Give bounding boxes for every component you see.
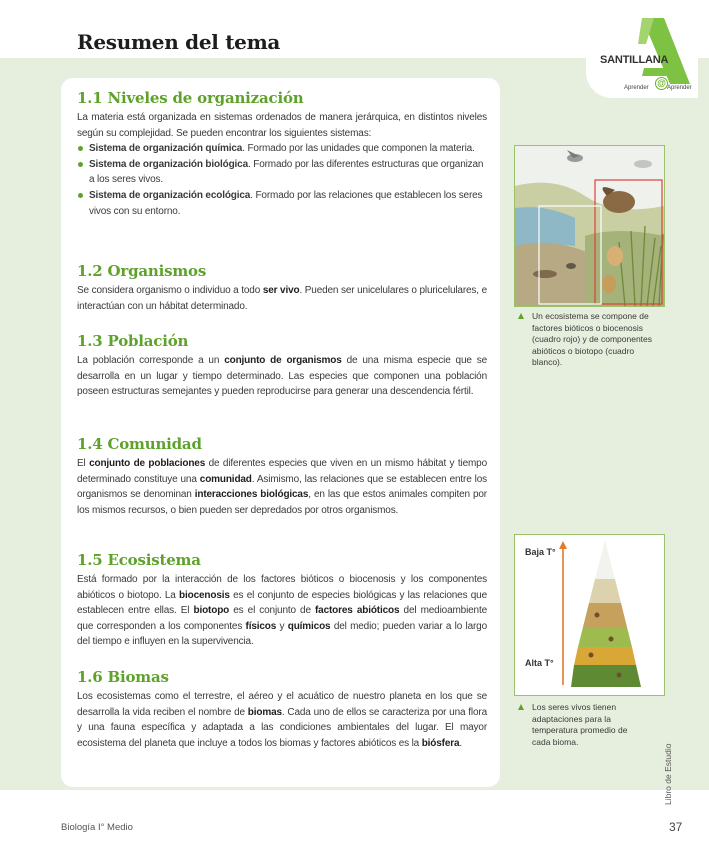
bold-term: biotopo — [193, 605, 230, 617]
text-run: es el conjunto de — [229, 605, 315, 617]
section-title: 1.3 Población — [77, 332, 189, 350]
section-text — [77, 689, 487, 751]
section-comunidad — [77, 435, 487, 518]
logo-name: SANTILLANA — [600, 54, 669, 66]
section-intro: La materia está organizada en sistemas ordenados de manera jerárquica, en distintos niveles según su complejidad. Se pueden encontrar los siguientes sistemas: — [77, 112, 487, 139]
bold-term: comunidad — [199, 473, 252, 485]
list-item — [77, 141, 487, 157]
section-poblacion — [77, 332, 487, 400]
section-niveles — [77, 89, 487, 219]
list-item-term: Sistema de organización biológica — [89, 158, 248, 170]
bold-term: conjunto de organismos — [224, 355, 342, 366]
text-run: de una misma especie que se desarrolla en un lugar y tiempo determinado. Las especies que componen una población poseen estructuras semejantes y pueden reproducirse para generar una descendencia fértil. — [77, 355, 487, 398]
section-title: 1.5 Ecosistema — [77, 551, 201, 569]
logo-at-icon: @ — [655, 77, 668, 90]
temperature-pyramid-icon — [515, 535, 664, 695]
section-text — [77, 283, 487, 314]
text-run: Los ecosistemas como el terrestre, el aéreo y el acuático de nuestro planeta en los que se desarrolla la vida reciben el nombre de — [77, 691, 487, 718]
section-text — [77, 456, 487, 518]
list-item-term: Sistema de organización química — [89, 143, 243, 155]
page-number: 37 — [669, 820, 683, 834]
bold-term: físicos — [245, 620, 277, 632]
text-run: y — [276, 620, 288, 632]
biome-caption: Los seres vivos tienen adaptaciones para la temperatura promedio de cada bioma. — [516, 702, 648, 748]
levels-list — [77, 141, 487, 219]
text-run: del medio; pueden variar a lo largo del tiempo e influyen en la supervivencia. — [77, 620, 487, 648]
section-ecosistema — [77, 551, 487, 650]
list-item-text: . Formado por las relaciones que establecen los seres vivos con su entorno. — [89, 189, 483, 217]
footer-course: Biología I° Medio — [61, 822, 133, 833]
logo-tagline-right: Aprender — [667, 85, 692, 91]
bold-term: biósfera — [421, 737, 460, 749]
text-run: de diferentes especies que viven en un mismo hábitat y tiempo determinado constituye una — [77, 458, 487, 485]
logo-tagline-left: Aprender — [624, 85, 649, 91]
bold-term: conjunto de poblaciones — [89, 458, 206, 469]
list-item-text: . Formado por las unidades que componen la materia. — [242, 143, 475, 155]
text-run: . Cada uno de ellos se caracteriza por una flora y una fauna específica y adaptada a las condiciones ambientales del lugar. El mayor ecosistema del planeta que incluye a todos los biomas y factores abióticos es la — [77, 706, 487, 749]
section-text — [77, 572, 487, 650]
text-run: Se considera organismo o individuo a todo — [77, 285, 263, 296]
bold-term: biocenosis — [179, 589, 230, 601]
biome-pyramid-illustration — [514, 534, 665, 696]
section-title: 1.4 Comunidad — [77, 435, 202, 453]
text-run: Está formado por la interacción de los factores bióticos o biocenosis y los componentes abióticos o biotopo. La — [77, 574, 487, 601]
bold-term: factores abióticos — [315, 605, 400, 617]
text-run: . Asimismo, las relaciones que se establecen entre los organismos se denominan — [77, 473, 487, 501]
section-title: 1.2 Organismos — [77, 262, 207, 280]
text-run: es el conjunto de especies biológicas y las relaciones que establecen entre ellas. El — [77, 589, 487, 617]
text-run: , en las que estos animales compiten por los mismos recursos, o bien pueden ser depredados por otros organismos. — [77, 489, 487, 516]
label-high-temperature: Alta T° — [525, 658, 554, 668]
list-item-term: Sistema de organización ecológica — [89, 189, 251, 201]
text-run: . — [459, 737, 463, 749]
publisher-logo — [586, 14, 698, 98]
text-run: El — [77, 458, 90, 469]
page-title: Resumen del tema — [77, 30, 281, 54]
list-item-text: . Formado por las diferentes estructuras que organizan a los seres vivos. — [89, 158, 484, 186]
label-low-temperature: Baja T° — [525, 547, 556, 557]
ecosystem-illustration — [514, 145, 665, 307]
ecosystem-caption: Un ecosistema se compone de factores bióticos o biocenosis (cuadro rojo) y de componentes abióticos o biotopo (cuadro blanco). — [516, 311, 656, 369]
side-book-label: Libro de Estudio — [663, 743, 673, 805]
ecosystem-scene-icon — [515, 146, 664, 306]
text-run: La población corresponde a un — [77, 355, 225, 366]
section-biomas — [77, 668, 487, 751]
section-organismos — [77, 262, 487, 314]
bold-term: biomas — [247, 706, 282, 718]
bold-term: químicos — [287, 620, 331, 632]
bold-term: ser vivo — [262, 285, 300, 296]
list-item — [77, 157, 487, 188]
section-title: 1.6 Biomas — [77, 668, 169, 686]
section-text — [77, 353, 487, 400]
section-title: 1.1 Niveles de organización — [77, 89, 304, 107]
text-run: . Pueden ser unicelulares o pluricelulares, e interactúan con un hábitat determinado. — [77, 285, 487, 312]
bold-term: interacciones biológicas — [194, 489, 309, 501]
list-item — [77, 188, 487, 219]
text-run: del medioambiente que corresponden a los componentes — [77, 605, 488, 632]
